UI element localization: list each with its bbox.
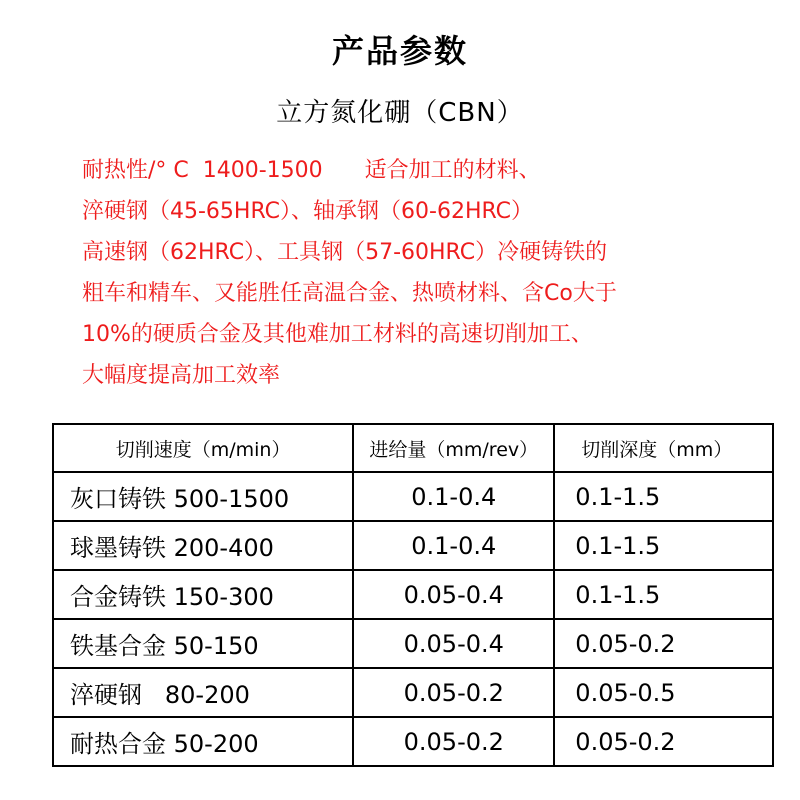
cell-material-speed: 淬硬钢 80-200 <box>53 668 353 717</box>
table-row <box>53 619 773 668</box>
cell-cutting-depth: 0.1-1.5 <box>554 472 773 521</box>
cell-cutting-depth: 0.1-1.5 <box>554 521 773 570</box>
description-line: 淬硬钢（45-65HRC）、轴承钢（60-62HRC） <box>82 199 534 224</box>
cell-feed-rate: 0.05-0.2 <box>353 717 554 766</box>
description-line: 高速钢（62HRC）、工具钢（57-60HRC）冷硬铸铁的 <box>82 240 608 265</box>
cell-material-speed: 合金铸铁 150-300 <box>53 570 353 619</box>
parameters-table <box>52 423 774 767</box>
cell-feed-rate: 0.05-0.2 <box>353 668 554 717</box>
description-line: 粗车和精车、又能胜任高温合金、热喷材料、含Co大于 <box>82 281 617 306</box>
table-row <box>53 472 773 521</box>
cell-material-speed: 球墨铸铁 200-400 <box>53 521 353 570</box>
description-line: 耐热性/° C 1400-1500 适合加工的材料、 <box>82 158 541 183</box>
table-header-row <box>53 424 773 472</box>
header-feed-rate: 进给量（mm/rev） <box>353 424 554 472</box>
description-block <box>82 150 782 396</box>
header-cutting-speed: 切削速度（m/min） <box>53 424 353 472</box>
cell-feed-rate: 0.1-0.4 <box>353 521 554 570</box>
cell-material-speed: 耐热合金 50-200 <box>53 717 353 766</box>
cell-cutting-depth: 0.05-0.2 <box>554 717 773 766</box>
description-line: 大幅度提高加工效率 <box>82 363 281 388</box>
table-row <box>53 717 773 766</box>
cell-cutting-depth: 0.05-0.2 <box>554 619 773 668</box>
cell-feed-rate: 0.05-0.4 <box>353 619 554 668</box>
cell-feed-rate: 0.1-0.4 <box>353 472 554 521</box>
table-row <box>53 570 773 619</box>
table-row <box>53 668 773 717</box>
cell-material-speed: 灰口铸铁 500-1500 <box>53 472 353 521</box>
cell-cutting-depth: 0.1-1.5 <box>554 570 773 619</box>
description-line: 10%的硬质合金及其他难加工材料的高速切削加工、 <box>82 322 593 347</box>
cell-material-speed: 铁基合金 50-150 <box>53 619 353 668</box>
page-title: 产品参数 <box>331 32 468 70</box>
cell-cutting-depth: 0.05-0.5 <box>554 668 773 717</box>
table-row <box>53 521 773 570</box>
page-subtitle: 立方氮化硼（CBN） <box>276 98 524 128</box>
header-cutting-depth: 切削深度（mm） <box>554 424 773 472</box>
cell-feed-rate: 0.05-0.4 <box>353 570 554 619</box>
